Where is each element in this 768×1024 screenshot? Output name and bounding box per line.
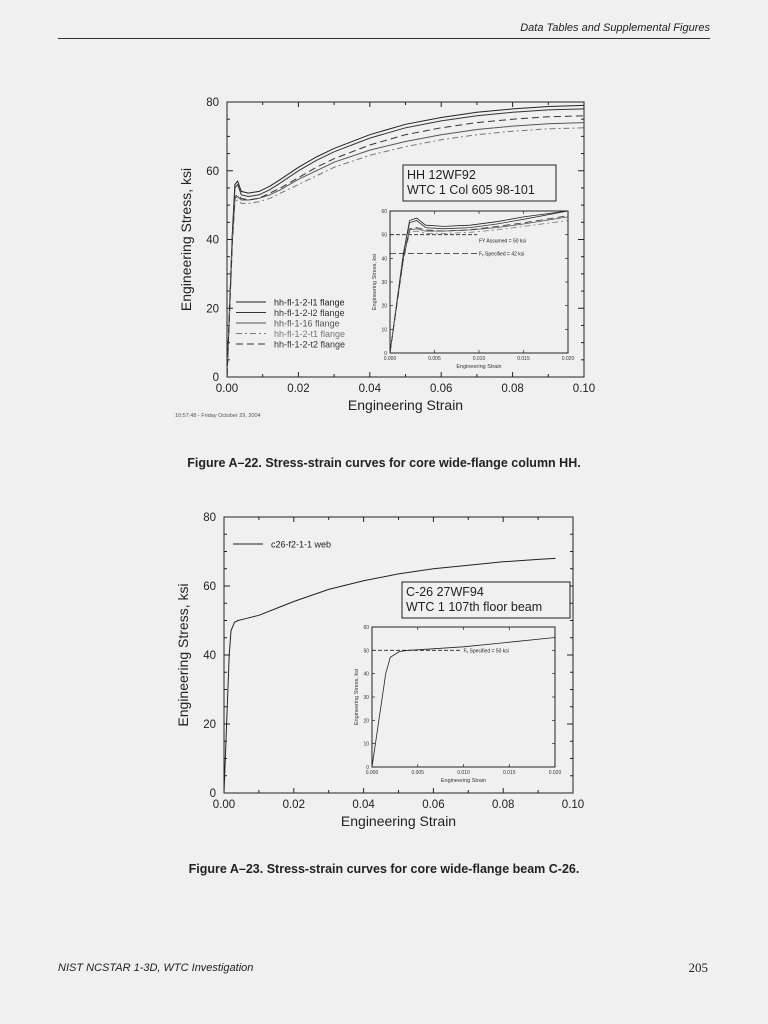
inset-y-tick-label: 20 <box>381 303 387 310</box>
inset-x-tick-label: 0.000 <box>365 770 379 776</box>
inset-y-tick-label: 40 <box>363 671 369 678</box>
legend-label: hh-fl-1-2-l1 flange <box>274 297 345 308</box>
inset-frame <box>390 211 568 353</box>
legend-label: hh-fl-1-2-t2 flange <box>274 339 346 350</box>
y-tick-label: 60 <box>203 581 216 593</box>
specimen-info-line: WTC 1 Col 605 98-101 <box>407 183 535 197</box>
footer-report-id: NIST NCSTAR 1-3D, WTC Investigation <box>58 962 254 974</box>
x-tick-label: 0.08 <box>501 383 524 395</box>
inset-y-tick-label: 10 <box>363 741 369 748</box>
inset-reference-label: Fᵧ Specified = 42 ksi <box>479 251 525 258</box>
inset-y-axis-label: Engineering Stress, ksi <box>372 253 378 311</box>
inset-x-tick-label: 0.015 <box>502 770 516 776</box>
y-tick-label: 20 <box>206 303 219 316</box>
y-tick-label: 20 <box>203 719 216 731</box>
page-number: 205 <box>688 960 708 975</box>
inset-x-tick-label: 0.020 <box>561 356 575 362</box>
y-tick-label: 40 <box>206 234 219 247</box>
inset-x-tick-label: 0.005 <box>411 770 425 776</box>
y-tick-label: 60 <box>206 165 219 178</box>
inset-y-tick-label: 60 <box>381 209 387 215</box>
x-tick-label: 0.00 <box>212 799 236 811</box>
legend-label: c26-f2-1-1 web <box>271 539 332 550</box>
inset-reference-label: FY Assumed = 50 ksi <box>479 238 527 245</box>
inset-reference-label: Fᵧ Specified = 50 ksi <box>463 648 509 655</box>
x-tick-label: 0.04 <box>358 383 381 395</box>
inset-y-tick-label: 0 <box>366 765 369 771</box>
inset-x-tick-label: 0.000 <box>383 356 397 362</box>
inset-x-tick-label: 0.010 <box>472 356 486 362</box>
x-tick-label: 0.02 <box>282 799 305 811</box>
figure-a22 <box>0 90 768 430</box>
legend-label: hh-fl-1-2-t1 flange <box>274 329 346 339</box>
inset-y-tick-label: 50 <box>381 232 387 239</box>
x-tick-label: 0.06 <box>430 383 453 395</box>
y-tick-label: 0 <box>209 788 216 800</box>
legend-label: hh-fl-1-16 flange <box>274 318 340 329</box>
x-tick-label: 0.08 <box>492 799 515 811</box>
y-axis-label: Engineering Stress, ksi <box>178 167 194 312</box>
legend-label: hh-fl-1-2-l2 flange <box>274 308 345 318</box>
inset-y-tick-label: 30 <box>363 695 369 701</box>
inset-y-tick-label: 30 <box>381 280 387 286</box>
x-tick-label: 0.00 <box>215 383 239 395</box>
specimen-info-line: WTC 1 107th floor beam <box>406 600 543 614</box>
specimen-info-line: C-26 27WF94 <box>406 585 484 599</box>
inset-x-tick-label: 0.015 <box>517 356 530 362</box>
x-axis-label: Engineering Strain <box>347 397 464 413</box>
inset-x-tick-label: 0.005 <box>428 356 441 362</box>
plot-timestamp: 10:57:48 - Friday October 29, 2004 <box>175 413 261 419</box>
y-tick-label: 80 <box>203 512 216 524</box>
inset-y-tick-label: 20 <box>363 718 369 725</box>
inset-y-tick-label: 50 <box>363 648 369 655</box>
x-axis-label: Engineering Strain <box>340 813 457 829</box>
figure-caption-a22: Figure A–22. Stress-strain curves for core wide-flange column HH. <box>187 456 581 470</box>
inset-y-tick-label: 40 <box>381 256 387 263</box>
chart-a22 <box>0 90 768 430</box>
inset-y-axis-label: Engineering Stress, ksi <box>354 668 360 726</box>
x-tick-label: 0.06 <box>422 799 445 811</box>
y-tick-label: 80 <box>206 97 219 109</box>
figure-caption-a23: Figure A–23. Stress-strain curves for core wide-flange beam C-26. <box>188 862 580 876</box>
inset-y-tick-label: 0 <box>384 351 387 357</box>
page-header-title: Data Tables and Supplemental Figures <box>520 22 710 34</box>
x-tick-label: 0.04 <box>352 799 375 811</box>
x-tick-label: 0.10 <box>572 383 596 395</box>
inset-x-axis-label: Engineering Strain <box>456 364 502 370</box>
chart-a23 <box>0 505 768 845</box>
y-tick-label: 0 <box>212 372 219 384</box>
inset-x-tick-label: 0.010 <box>457 770 470 776</box>
header-rule <box>58 38 710 39</box>
figure-a23 <box>0 505 768 845</box>
specimen-info-line: HH 12WF92 <box>407 168 476 182</box>
x-tick-label: 0.10 <box>561 799 585 811</box>
y-axis-label: Engineering Stress, ksi <box>175 583 191 727</box>
x-tick-label: 0.02 <box>287 383 310 395</box>
inset-x-tick-label: 0.020 <box>548 770 562 776</box>
inset-y-tick-label: 10 <box>381 327 387 334</box>
inset-y-tick-label: 60 <box>363 625 369 631</box>
inset-x-axis-label: Engineering Strain <box>440 778 487 784</box>
y-tick-label: 40 <box>203 650 216 662</box>
